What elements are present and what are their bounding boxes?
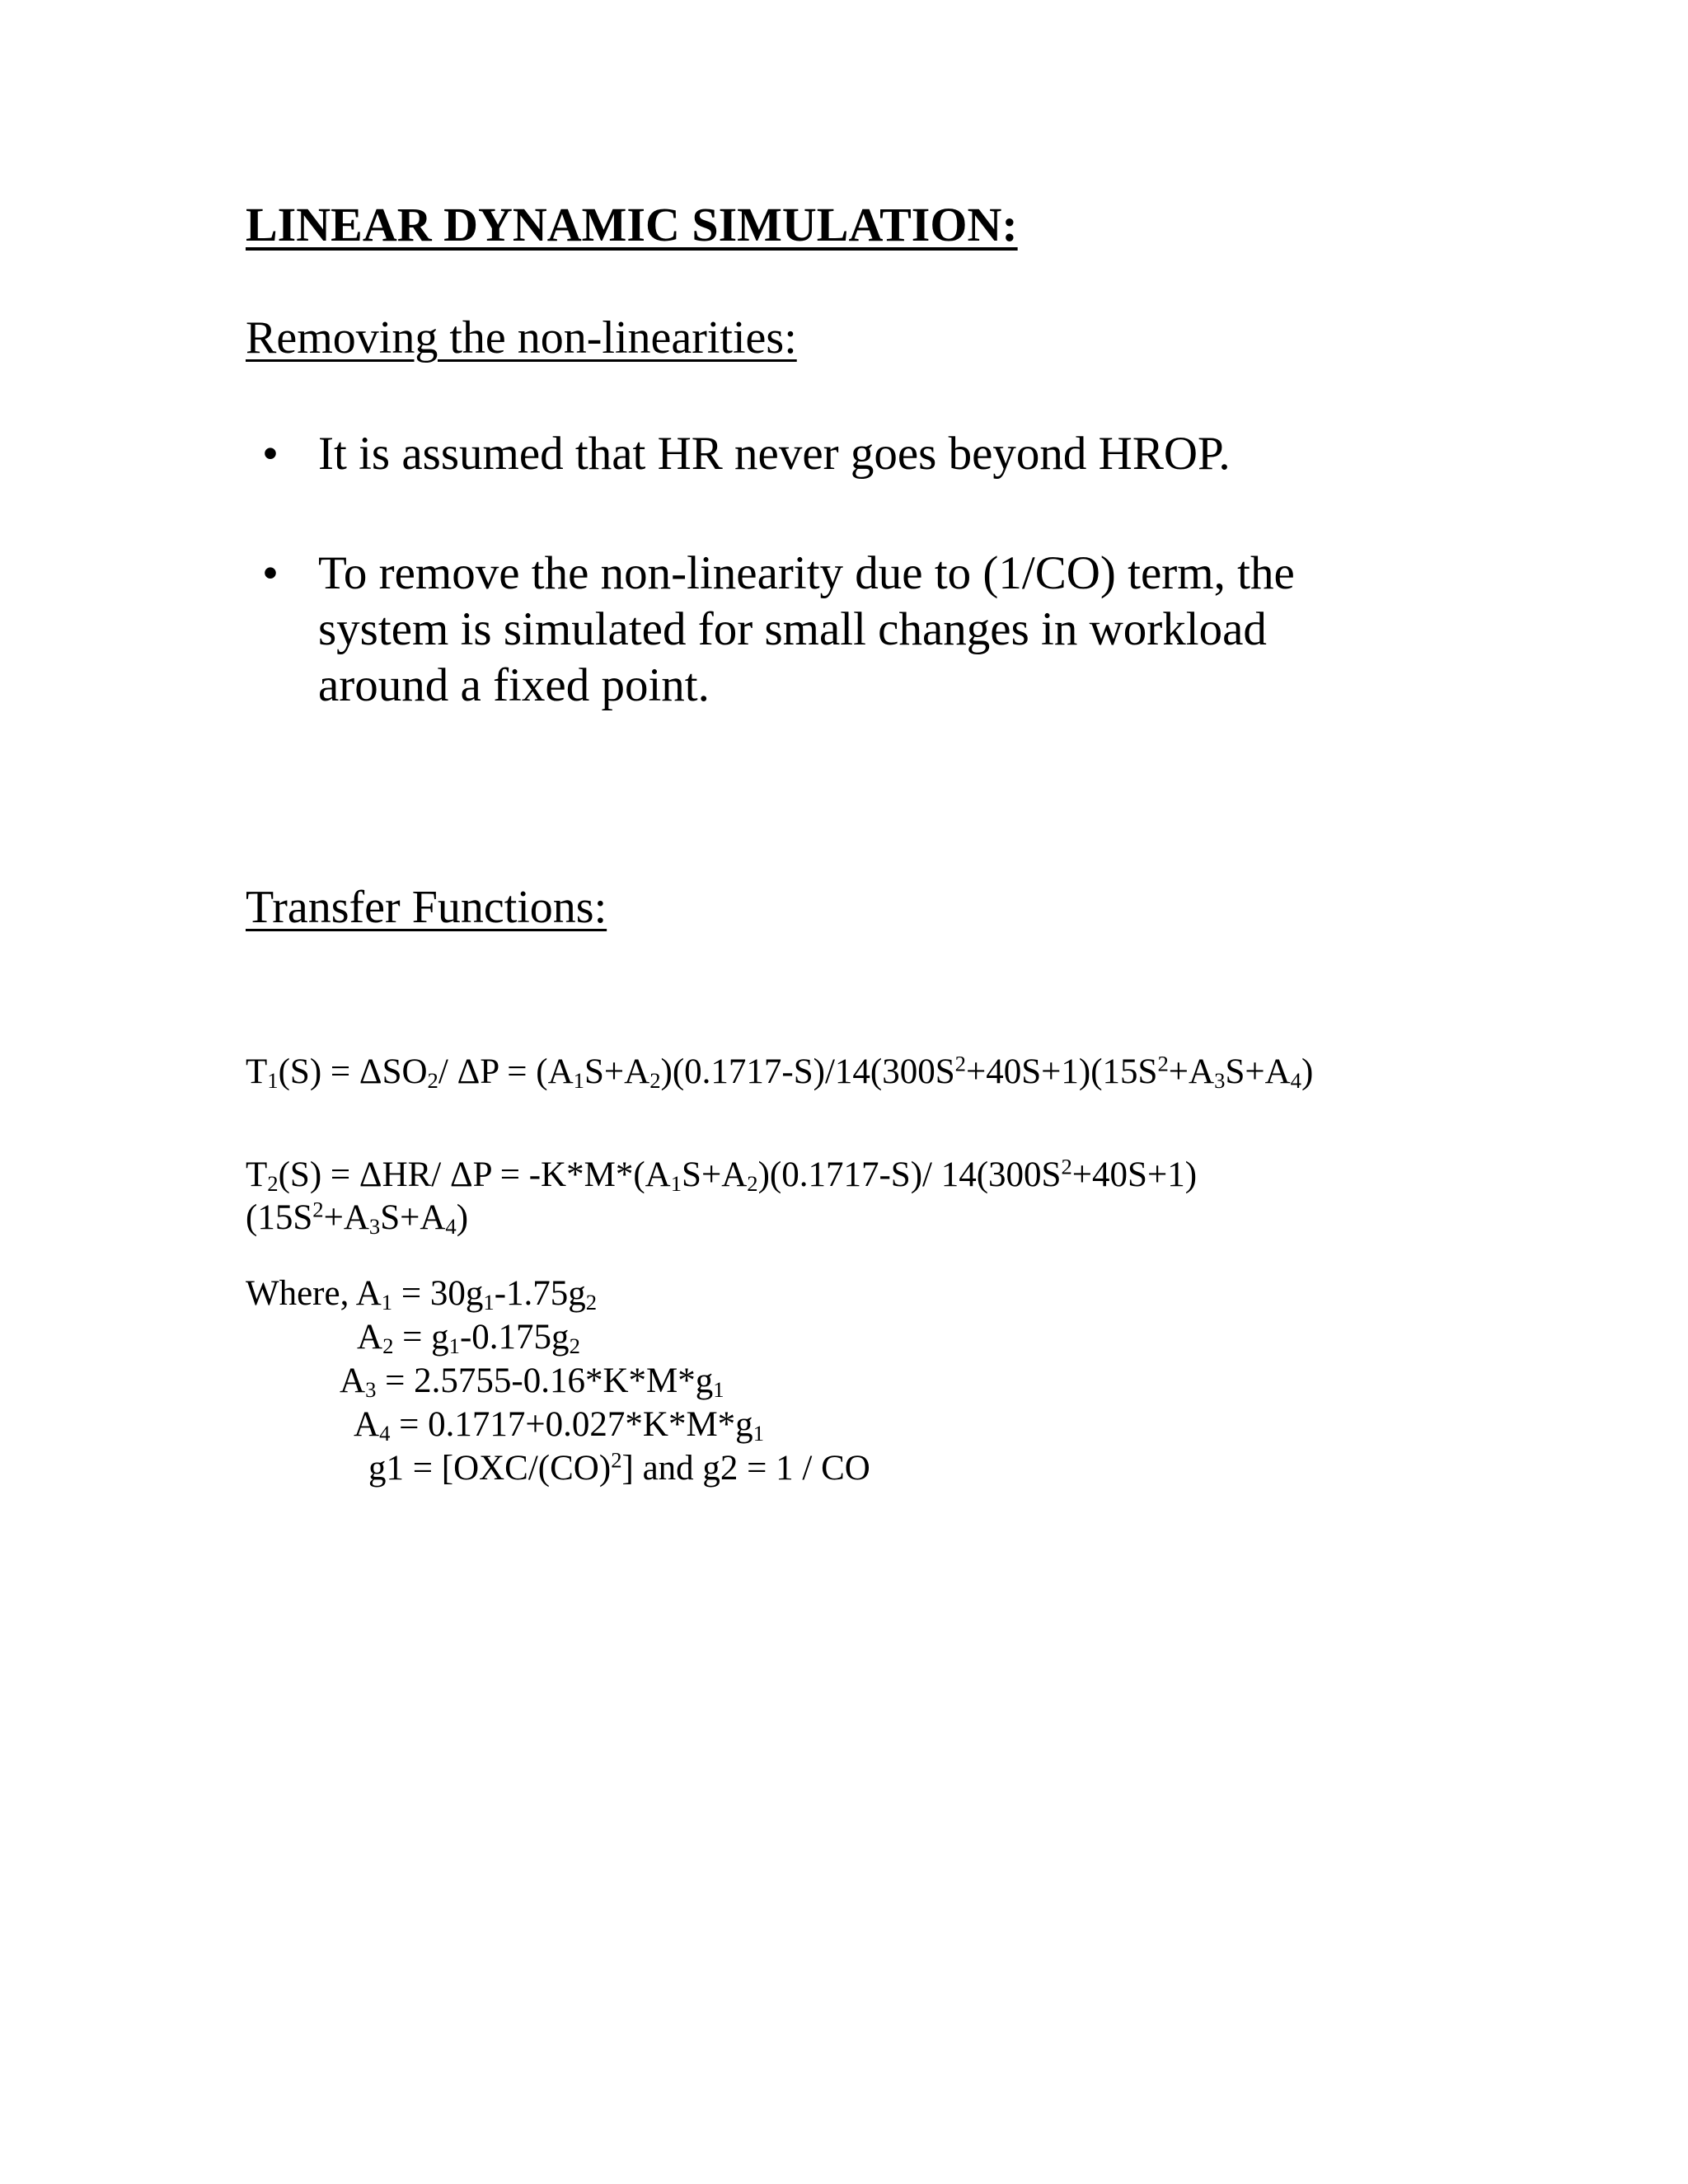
bullet-item — [262, 426, 1231, 482]
definition-a1: Where, $A_1 = 30g_1-1.75g_2$ — [246, 1274, 598, 1315]
bullet-icon: • — [262, 428, 279, 480]
bullet-text-line: around a fixed point. — [318, 659, 710, 711]
bullet-text-line: To remove the non-linearity due to (1/CO) term, the — [318, 547, 1295, 599]
definition-a2: $A_2 = g_1-0.175g_2$ — [357, 1318, 580, 1358]
definition-a4: $A_4 = 0.1717+0.027*K*M*g_1$ — [354, 1405, 765, 1446]
bullet-text-line: system is simulated for small changes in workload — [318, 603, 1267, 655]
bullet-item — [262, 546, 1295, 714]
document-title: LINEAR DYNAMIC SIMULATION: — [246, 198, 1018, 251]
equation-t2: $T_2(S) = \Delta HR/$ $\Delta P = -K*M*(A_1S+A_2)(0.1717-S)/$ $14(300S^2+40S+1)$ $(15S^2+A_3S+A_4)$ — [246, 1154, 1198, 1239]
section-heading-transfer-functions: Transfer Functions: — [246, 882, 607, 933]
definition-g1-g2: g1 = [OXC/(CO)$^2$] and g2 = 1 / CO — [368, 1447, 870, 1488]
bullet-text-line: It is assumed that HR never goes beyond HROP. — [318, 428, 1231, 480]
coefficient-definitions — [246, 1272, 870, 1490]
equation-t1: $T_1(S) = \Delta SO_2/$ $\Delta P = (A_1S+A_2)(0.1717-S)/14(300S^2+40S+1)(15S^2+A_3S+A_4)$ — [246, 1051, 1314, 1093]
bullet-icon: • — [262, 547, 279, 599]
section-heading-nonlinearities: Removing the non-linearities: — [246, 312, 797, 363]
definition-a3: $A_3 = 2.5755-0.16*K*M*g_1$ — [340, 1361, 724, 1402]
